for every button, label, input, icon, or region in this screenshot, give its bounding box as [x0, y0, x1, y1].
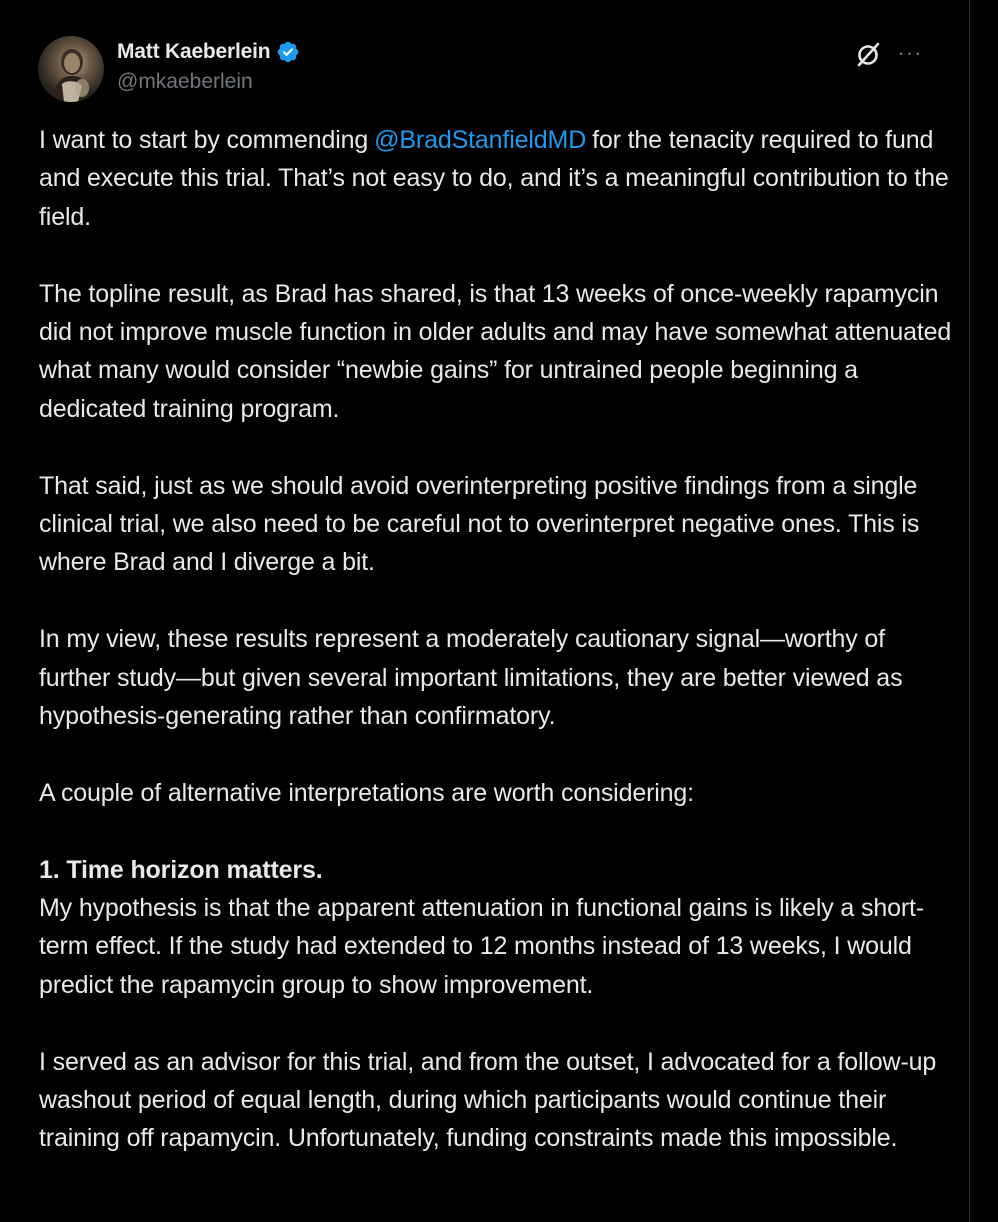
avatar[interactable]	[38, 36, 104, 102]
time-horizon-body: My hypothesis is that the apparent attenuation in functional gains is likely a short-term effect. If the study had extended to 12 months instead of 13 weeks, I would predict the rapamycin group to show improvement.	[39, 894, 924, 999]
paragraph-intro-start: I want to start by commending	[39, 126, 369, 154]
time-horizon-heading: 1. Time horizon matters.	[39, 855, 323, 884]
more-options-button[interactable]: ···	[897, 40, 923, 65]
paragraph-time-horizon	[39, 851, 954, 1005]
verified-badge-icon[interactable]	[276, 40, 300, 64]
paragraph-advisor: I served as an advisor for this trial, and from the outset, I advocated for a follow-up washout period of equal length, during which participants would continue their training off rapamycin. Unfortunately, funding constraints made this impossible.	[39, 1047, 937, 1153]
display-name[interactable]: Matt Kaeberlein	[117, 40, 271, 63]
post-text	[39, 121, 954, 1196]
mention-link[interactable]: @BradStanfieldMD	[374, 126, 587, 154]
display-name-row	[117, 38, 300, 66]
post-header	[38, 36, 951, 102]
grok-button[interactable]	[853, 40, 883, 70]
paragraph-intro	[39, 121, 954, 236]
paragraph-intro-end: for the tenacity required to fund and execute this trial. That’s not easy to do, and it’s a meaningful contribution to the field.	[39, 126, 949, 231]
paragraph-topline: The topline result, as Brad has shared, is that 13 weeks of once-weekly rapamycin did not improve muscle function in older adults and may have somewhat attenuated what many would consider “newbie gains” for untrained people beginning a dedicated training program.	[39, 279, 952, 423]
paragraph-view: In my view, these results represent a moderately cautionary signal—worthy of further study—but given several important limitations, they are better viewed as hypothesis-generating rather than confirmatory.	[39, 625, 903, 731]
paragraph-caution: That said, just as we should avoid overinterpreting positive findings from a single clinical trial, we also need to be careful not to overinterpret negative ones. This is where Brad and I diverge a bit.	[39, 471, 920, 577]
author-handle[interactable]: @mkaeberlein	[117, 70, 253, 93]
paragraph-alternatives: A couple of alternative interpretations are worth considering:	[39, 778, 694, 807]
author-names	[117, 38, 300, 94]
grok-icon	[853, 40, 883, 70]
avatar-photo-icon	[38, 36, 104, 102]
